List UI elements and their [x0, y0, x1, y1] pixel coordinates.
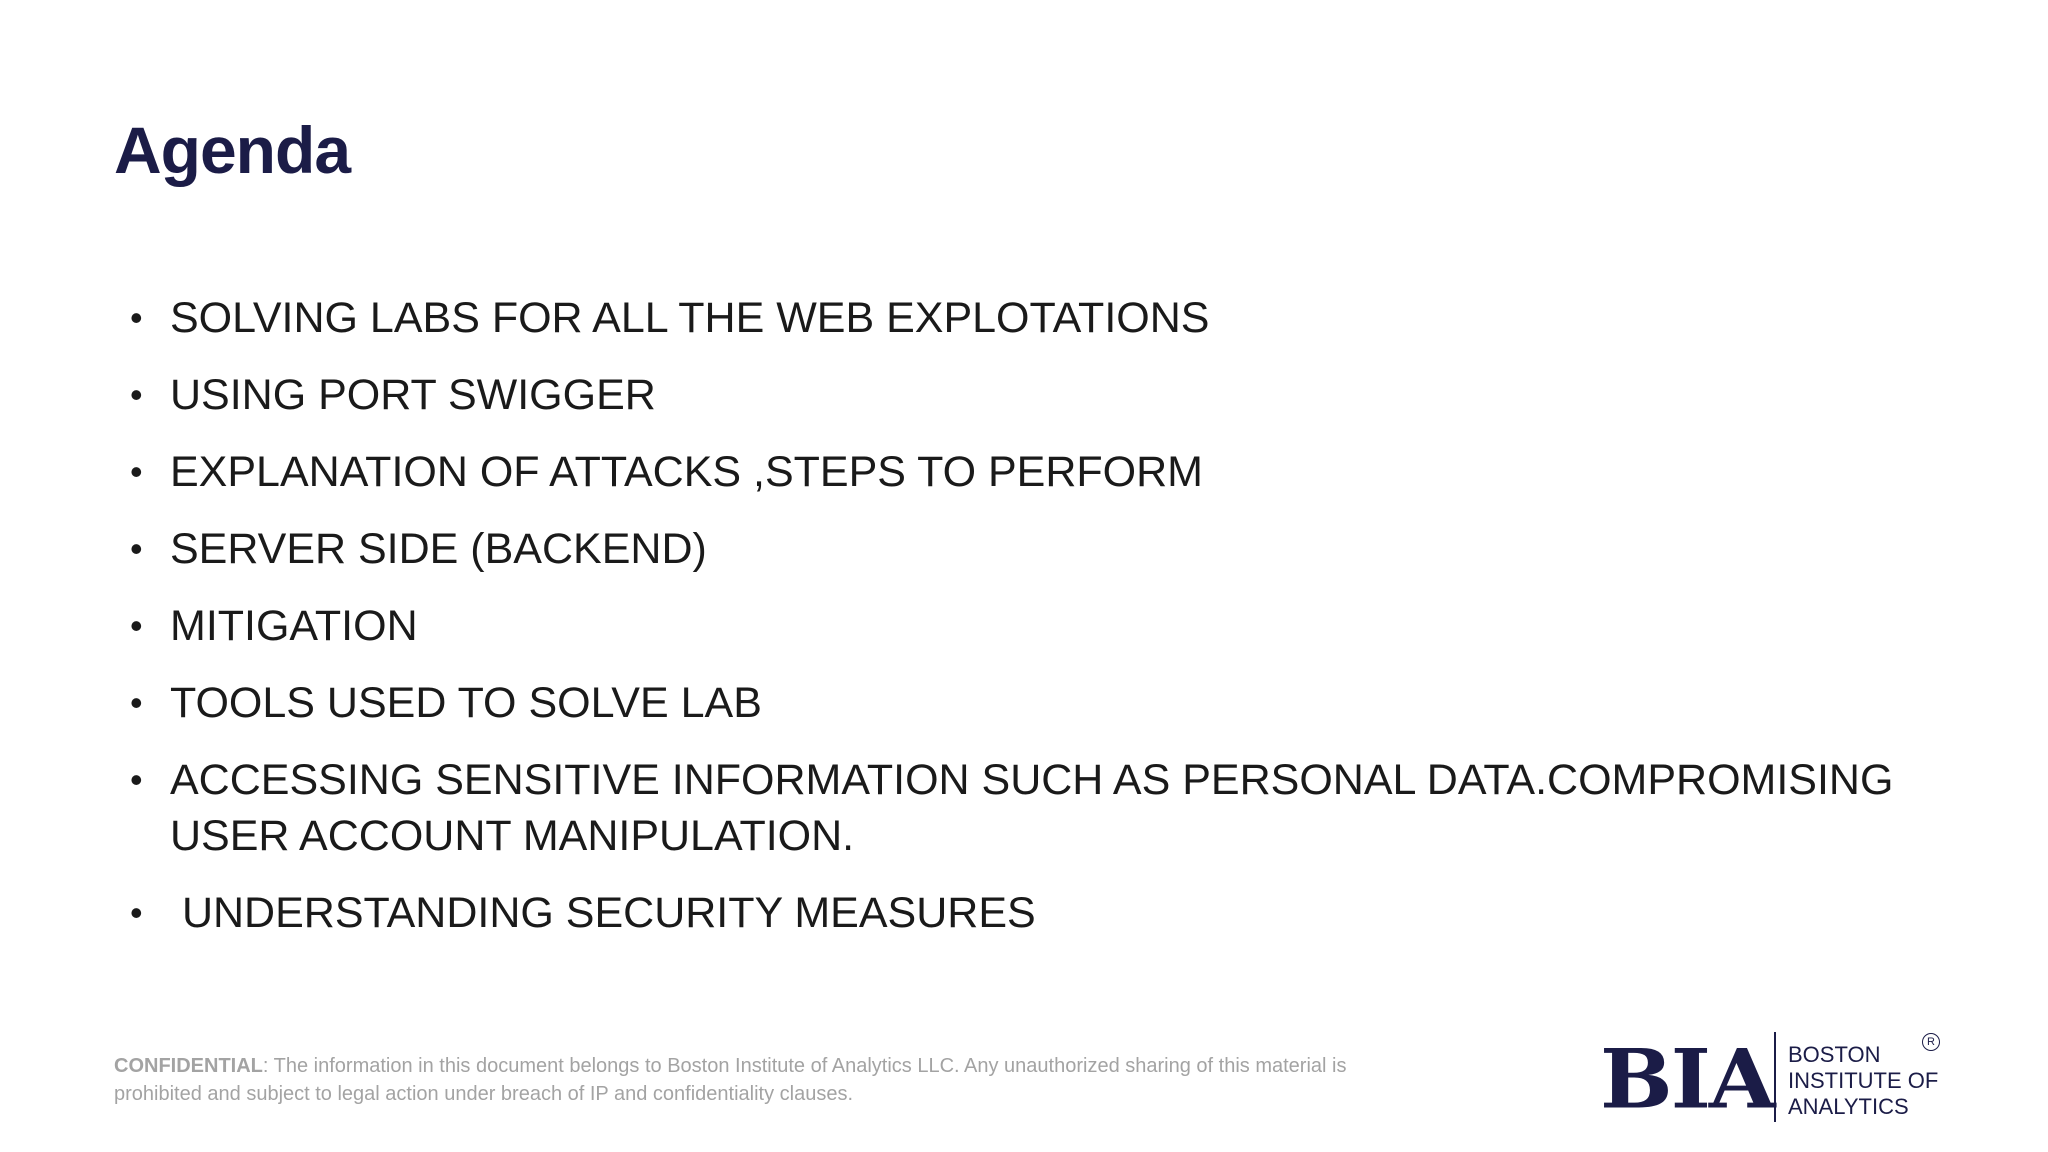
confidential-text: : The information in this document belongs to Boston Institute of Analytics LLC. Any unauthorized sharing of this material is prohibited and subject to legal action under breach of IP and confidentiality clauses.: [114, 1055, 1347, 1105]
agenda-item-text: USING PORT SWIGGER: [170, 371, 656, 419]
registered-icon: R: [1922, 1033, 1940, 1051]
agenda-item-text: UNDERSTANDING SECURITY MEASURES: [170, 889, 1036, 937]
slide-title: Agenda: [114, 113, 351, 187]
agenda-item-text: SOLVING LABS FOR ALL THE WEB EXPLOTATIONS: [170, 294, 1210, 342]
bullet-icon: •: [130, 297, 143, 338]
agenda-item-text: TOOLS USED TO SOLVE LAB: [170, 679, 762, 727]
agenda-item-text: EXPLANATION OF ATTACKS ,STEPS TO PERFORM: [170, 448, 1203, 496]
bullet-icon: •: [130, 528, 143, 569]
bullet-icon: •: [130, 605, 143, 646]
bullet-icon: •: [130, 451, 143, 492]
agenda-item: [130, 675, 1930, 731]
agenda-item: [130, 444, 1930, 500]
bullet-icon: •: [130, 892, 143, 933]
agenda-item: [130, 752, 1930, 864]
logo-mark: BIA: [1600, 1031, 1774, 1128]
bullet-icon: •: [130, 374, 143, 415]
logo-line-analytics: ANALYTICS: [1788, 1094, 1909, 1119]
logo-wordmark: [1788, 1042, 1938, 1120]
agenda-item-text: ACCESSING SENSITIVE INFORMATION SUCH AS PERSONAL DATA.COMPROMISING USER ACCOUNT MANIPULATION.: [170, 756, 1894, 860]
bullet-icon: •: [130, 682, 143, 723]
agenda-item: [130, 367, 1930, 423]
agenda-item-text: MITIGATION: [170, 602, 418, 650]
logo-line-boston: BOSTON: [1788, 1042, 1881, 1067]
agenda-list: [130, 290, 1930, 962]
confidentiality-notice: [114, 1052, 1374, 1108]
agenda-item: [130, 598, 1930, 654]
agenda-item: [130, 521, 1930, 577]
agenda-item-text: SERVER SIDE (BACKEND): [170, 525, 707, 573]
bullet-icon: •: [130, 759, 143, 800]
confidential-label: CONFIDENTIAL: [114, 1055, 263, 1077]
logo-line-institute: INSTITUTE OF: [1788, 1068, 1939, 1093]
bia-logo: [1600, 1030, 1960, 1130]
agenda-item: [130, 885, 1930, 941]
logo-divider: [1774, 1032, 1776, 1122]
agenda-item: [130, 290, 1930, 346]
